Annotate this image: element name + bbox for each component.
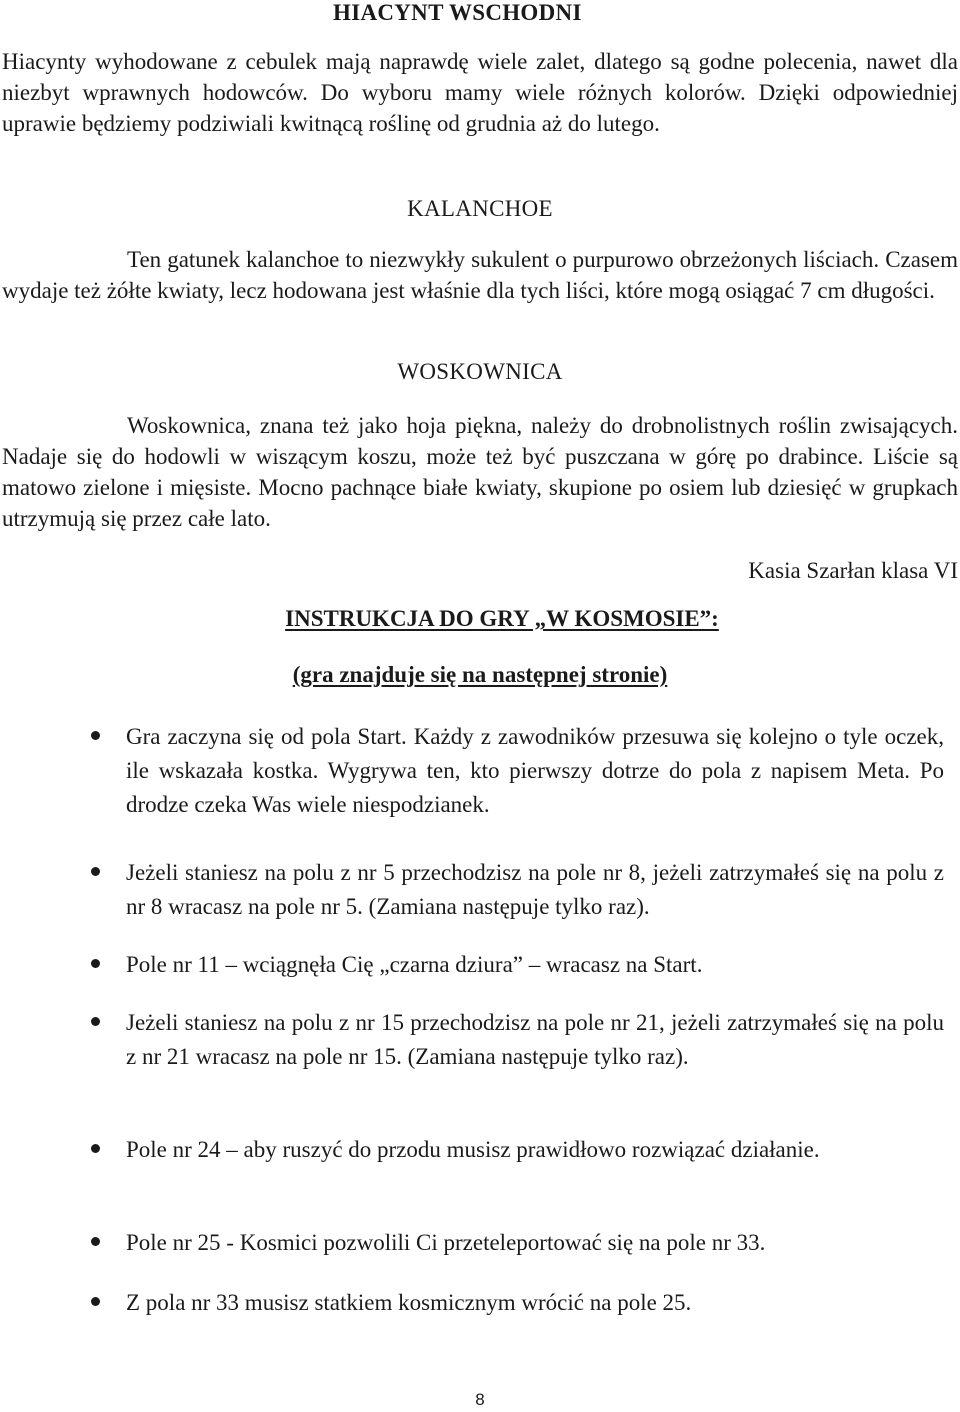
list-item-text: Jeżeli staniesz na polu z nr 15 przechodzisz na pole nr 21, jeżeli zatrzymałeś się na polu z nr 21 wracasz na pole nr 15. (Zamiana następuje tylko raz).: [126, 1010, 944, 1069]
hiacynt-paragraph: Hiacynty wyhodowane z cebulek mają naprawdę wiele zalet, dlatego są godne polecenia, nawet dla niezbyt wprawnych hodowców. Do wyboru mamy wiele różnych kolorów. Dzięki odpowiedniej uprawie będziemy podziwiali kwitnącą roślinę od grudnia aż do lutego.: [2, 49, 958, 136]
list-item-text: Gra zaczyna się od pola Start. Każdy z zawodników przesuwa się kolejno o tyle oczek, ile wskazała kostka. Wygrywa ten, kto pierwszy dotrze do pola z napisem Meta. Po drodze czeka Was wiele niespodzianek.: [126, 724, 944, 817]
kalanchoe-paragraph: Ten gatunek kalanchoe to niezwykły sukulent o purpurowo obrzeżonych liściach. Czasem wydaje też żółte kwiaty, lecz hodowana jest właśnie dla tych liści, które mogą osiągać 7 cm długości.: [2, 247, 958, 303]
list-item-text: Z pola nr 33 musisz statkiem kosmicznym wrócić na pole 25.: [126, 1290, 692, 1315]
bullet-icon: [91, 867, 100, 876]
bullet-icon: [91, 959, 100, 968]
woskownica-title: WOSKOWNICA: [397, 359, 563, 384]
list-item-text: Pole nr 11 – wciągnęła Cię „czarna dziura” – wracasz na Start.: [126, 952, 703, 977]
author-signature: Kasia Szarłan klasa VI: [748, 558, 958, 583]
bullet-icon: [91, 731, 100, 740]
woskownica-paragraph: Woskownica, znana też jako hoja piękna, należy do drobnolistnych roślin zwisających. Nadaje się do hodowli w wiszącym koszu, może też być puszczana w górę po drabince. Liście są matowo zielone i mięsiste. Mocno pachnące białe kwiaty, skupione po osiem lub dziesięć w grupkach utrzymują się przez całe lato.: [2, 413, 958, 531]
bullet-icon: [91, 1017, 100, 1026]
list-item-text: Pole nr 24 – aby ruszyć do przodu musisz prawidłowo rozwiązać działanie.: [126, 1137, 820, 1162]
instructions-subtitle: (gra znajduje się na następnej stronie): [292, 662, 668, 687]
instructions-title: INSTRUKCJA DO GRY „W KOSMOSIE”:: [285, 606, 719, 631]
bullet-icon: [91, 1237, 100, 1246]
bullet-icon: [91, 1297, 100, 1306]
bullet-icon: [91, 1144, 100, 1153]
list-item-text: Jeżeli staniesz na polu z nr 5 przechodzisz na pole nr 8, jeżeli zatrzymałeś się na polu z nr 8 wracasz na pole nr 5. (Zamiana następuje tylko raz).: [126, 860, 944, 919]
kalanchoe-title: KALANCHOE: [407, 196, 553, 221]
hiacynt-title: HIACYNT WSCHODNI: [333, 0, 582, 25]
page-number: 8: [475, 1390, 485, 1409]
list-item-text: Pole nr 25 - Kosmici pozwolili Ci przeteleportować się na pole nr 33.: [126, 1230, 766, 1255]
